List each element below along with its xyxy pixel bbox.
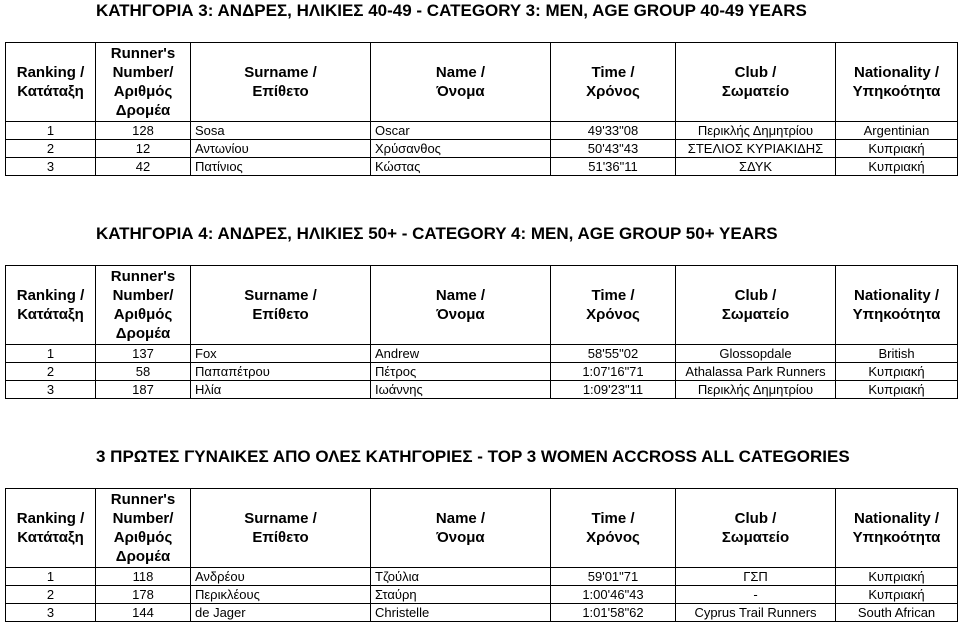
header-ranking: Ranking / Κατάταξη	[6, 489, 96, 568]
cell-nationality: Κυπριακή	[836, 140, 958, 158]
cell-club: Cyprus Trail Runners	[676, 604, 836, 622]
cell-time: 1:09'23"11	[551, 381, 676, 399]
cell-time: 1:01'58"62	[551, 604, 676, 622]
header-time: Time / Χρόνος	[551, 489, 676, 568]
header-ranking: Ranking / Κατάταξη	[6, 266, 96, 345]
header-name: Name / Όνομα	[371, 489, 551, 568]
table-row	[6, 381, 958, 399]
cell-name: Ιωάννης	[371, 381, 551, 399]
header-ranking: Ranking / Κατάταξη	[6, 43, 96, 122]
cell-surname: Αντωνίου	[191, 140, 371, 158]
cell-surname: de Jager	[191, 604, 371, 622]
section-title: ΚΑΤΗΓΟΡΙΑ 3: ΑΝΔΡΕΣ, ΗΛΙΚΙΕΣ 40-49 - CATEGORY 3: MEN, AGE GROUP 40-49 YEARS	[96, 1, 807, 20]
header-runner-number: Runner's Number/ Αριθμός Δρομέα	[96, 43, 191, 122]
cell-time: 59'01"71	[551, 568, 676, 586]
cell-name: Oscar	[371, 122, 551, 140]
header-row	[6, 266, 958, 345]
cell-time: 50'43"43	[551, 140, 676, 158]
header-nationality: Nationality / Υπηκοότητα	[836, 489, 958, 568]
cell-number: 128	[96, 122, 191, 140]
cell-surname: Περικλέους	[191, 586, 371, 604]
cell-number: 58	[96, 363, 191, 381]
header-club: Club / Σωματείο	[676, 266, 836, 345]
cell-name: Πέτρος	[371, 363, 551, 381]
cell-time: 1:07'16"71	[551, 363, 676, 381]
header-surname: Surname / Επίθετο	[191, 43, 371, 122]
cell-nationality: Κυπριακή	[836, 568, 958, 586]
section-title: 3 ΠΡΩΤΕΣ ΓΥΝΑΙΚΕΣ ΑΠΟ ΟΛΕΣ ΚΑΤΗΓΟΡΙΕΣ - TOP 3 WOMEN ACCROSS ALL CATEGORIES	[96, 447, 850, 466]
header-runner-number: Runner's Number/ Αριθμός Δρομέα	[96, 266, 191, 345]
cell-club: Περικλής Δημητρίου	[676, 122, 836, 140]
results-table	[5, 42, 958, 176]
header-row	[6, 489, 958, 568]
header-club: Club / Σωματείο	[676, 489, 836, 568]
cell-number: 12	[96, 140, 191, 158]
header-name: Name / Όνομα	[371, 266, 551, 345]
cell-nationality: Κυπριακή	[836, 381, 958, 399]
results-table	[5, 265, 958, 399]
cell-rank: 2	[6, 140, 96, 158]
cell-name: Christelle	[371, 604, 551, 622]
cell-number: 178	[96, 586, 191, 604]
cell-time: 51'36"11	[551, 158, 676, 176]
cell-number: 42	[96, 158, 191, 176]
header-nationality: Nationality / Υπηκοότητα	[836, 266, 958, 345]
cell-surname: Fox	[191, 345, 371, 363]
cell-name: Χρύσανθος	[371, 140, 551, 158]
cell-nationality: South African	[836, 604, 958, 622]
header-surname: Surname / Επίθετο	[191, 489, 371, 568]
cell-rank: 2	[6, 363, 96, 381]
table-row	[6, 140, 958, 158]
table-row	[6, 345, 958, 363]
section-title: ΚΑΤΗΓΟΡΙΑ 4: ΑΝΔΡΕΣ, ΗΛΙΚΙΕΣ 50+ - CATEGORY 4: MEN, AGE GROUP 50+ YEARS	[96, 224, 778, 243]
cell-name: Κώστας	[371, 158, 551, 176]
cell-rank: 3	[6, 381, 96, 399]
cell-club: -	[676, 586, 836, 604]
cell-surname: Ηλία	[191, 381, 371, 399]
header-row	[6, 43, 958, 122]
cell-rank: 1	[6, 568, 96, 586]
cell-time: 58'55"02	[551, 345, 676, 363]
cell-club: Athalassa Park Runners	[676, 363, 836, 381]
cell-surname: Ανδρέου	[191, 568, 371, 586]
cell-club: ΣΔΥΚ	[676, 158, 836, 176]
cell-surname: Sosa	[191, 122, 371, 140]
cell-nationality: British	[836, 345, 958, 363]
cell-number: 187	[96, 381, 191, 399]
cell-number: 137	[96, 345, 191, 363]
header-name: Name / Όνομα	[371, 43, 551, 122]
table-row	[6, 122, 958, 140]
cell-surname: Πατίνιος	[191, 158, 371, 176]
table-row	[6, 604, 958, 622]
cell-surname: Παπαπέτρου	[191, 363, 371, 381]
header-time: Time / Χρόνος	[551, 43, 676, 122]
cell-nationality: Κυπριακή	[836, 158, 958, 176]
cell-nationality: Κυπριακή	[836, 586, 958, 604]
header-nationality: Nationality / Υπηκοότητα	[836, 43, 958, 122]
cell-rank: 2	[6, 586, 96, 604]
cell-club: Περικλής Δημητρίου	[676, 381, 836, 399]
cell-time: 1:00'46"43	[551, 586, 676, 604]
cell-nationality: Κυπριακή	[836, 363, 958, 381]
cell-rank: 3	[6, 158, 96, 176]
header-runner-number: Runner's Number/ Αριθμός Δρομέα	[96, 489, 191, 568]
cell-club: Glossopdale	[676, 345, 836, 363]
cell-club: ΣΤΕΛΙΟΣ ΚΥΡΙΑΚΙΔΗΣ	[676, 140, 836, 158]
table-row	[6, 158, 958, 176]
cell-nationality: Argentinian	[836, 122, 958, 140]
table-row	[6, 586, 958, 604]
cell-time: 49'33"08	[551, 122, 676, 140]
table-row	[6, 363, 958, 381]
cell-name: Τζούλια	[371, 568, 551, 586]
cell-name: Andrew	[371, 345, 551, 363]
cell-number: 118	[96, 568, 191, 586]
header-surname: Surname / Επίθετο	[191, 266, 371, 345]
results-table	[5, 488, 958, 622]
cell-rank: 1	[6, 122, 96, 140]
header-club: Club / Σωματείο	[676, 43, 836, 122]
cell-number: 144	[96, 604, 191, 622]
cell-club: ΓΣΠ	[676, 568, 836, 586]
cell-name: Σταύρη	[371, 586, 551, 604]
cell-rank: 1	[6, 345, 96, 363]
cell-rank: 3	[6, 604, 96, 622]
header-time: Time / Χρόνος	[551, 266, 676, 345]
table-row	[6, 568, 958, 586]
